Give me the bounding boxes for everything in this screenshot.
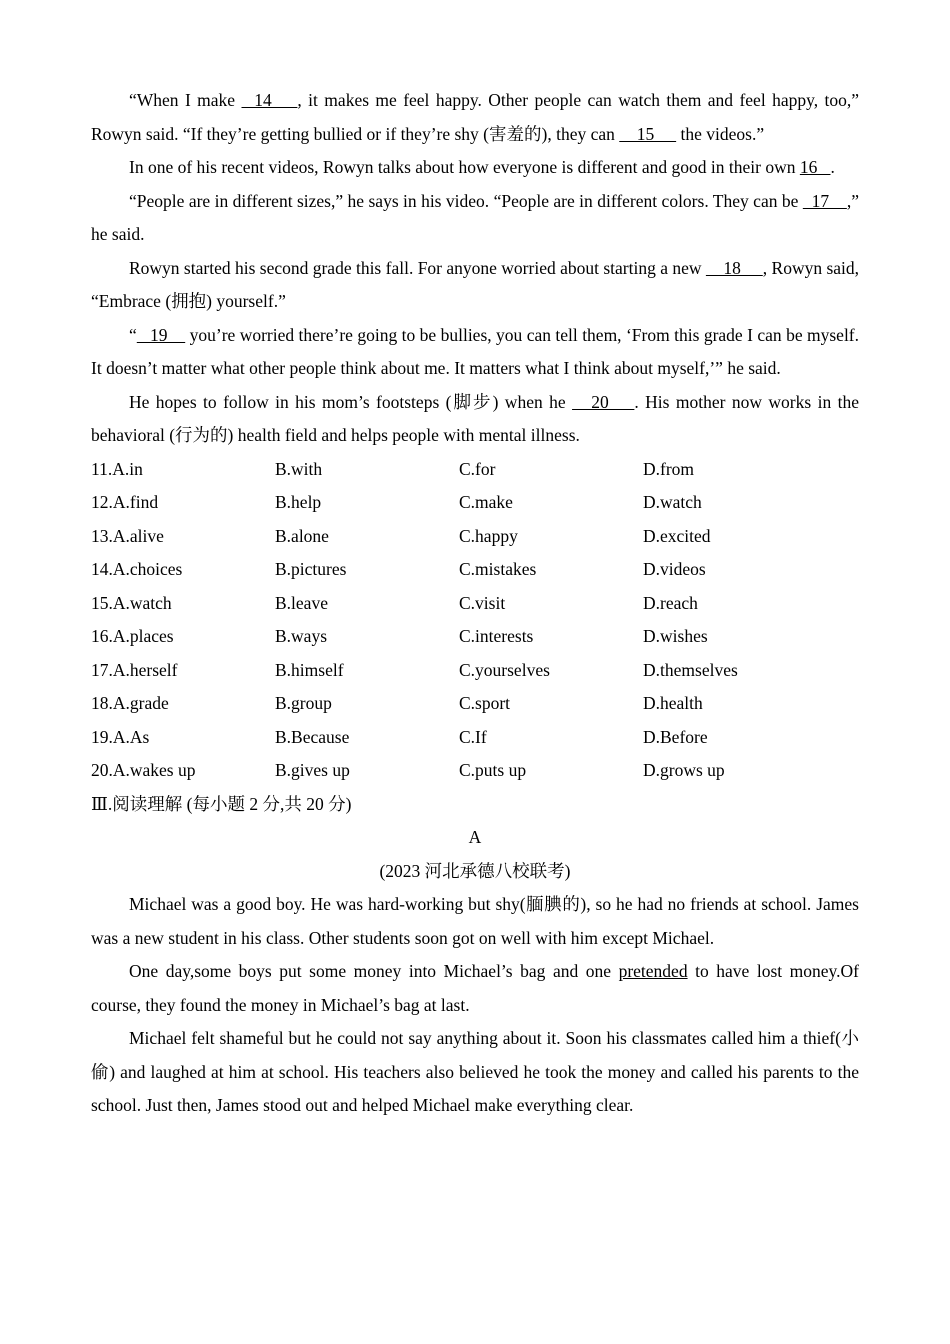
passage-label: A	[468, 827, 482, 847]
option-choice: B.gives up	[275, 760, 350, 780]
option-choice: B.himself	[275, 659, 344, 680]
option-choice: B.leave	[275, 592, 328, 613]
paragraph	[91, 252, 859, 319]
text-run: “People are in different sizes,” he says in his video. “People are in different colors. They can be	[129, 190, 803, 211]
document-page	[91, 84, 859, 1123]
option-choice: B.pictures	[275, 559, 347, 579]
text-run: One day,some boys put some money into Michael’s bag and one	[129, 961, 619, 981]
text-run: , it makes me feel happy. Other people can watch them and feel happy, too,” Rowyn said. “If they’re getting bullied or if they’re shy (害羞的), they can	[91, 90, 859, 144]
option-choice: D.from	[643, 458, 695, 479]
question-options-row	[91, 654, 859, 688]
option-choice: 16.A.places	[91, 626, 174, 646]
option-choice: D.watch	[643, 492, 702, 512]
option-choice: D.health	[643, 693, 703, 713]
answer-blank: 19	[136, 324, 186, 345]
answer-blank: 17	[802, 190, 847, 211]
option-choice: C.for	[459, 458, 496, 479]
option-choice: B.alone	[275, 525, 329, 546]
text-run: ,” he said.	[91, 190, 859, 244]
option-choice: B.help	[275, 492, 322, 512]
question-options-row	[91, 620, 859, 654]
text-run: In one of his recent videos, Rowyn talks about how everyone is different and good in their own	[129, 157, 800, 177]
option-choice: 20.A.wakes up	[91, 760, 196, 780]
answer-blank: 16	[799, 157, 831, 177]
option-choice: C.happy	[459, 525, 518, 546]
text-run: , Rowyn said, “Embrace (拥抱) yourself.”	[91, 257, 860, 311]
option-choice: C.sport	[459, 693, 511, 713]
option-choice: C.visit	[459, 592, 506, 613]
cloze-passage	[91, 84, 859, 453]
option-choice: 17.A.herself	[91, 659, 178, 680]
passage-source: (2023 河北承德八校联考)	[379, 860, 571, 881]
paragraph	[91, 84, 859, 151]
text-run: Michael felt shameful but he could not say anything about it. Soon his classmates called him a thief(小偷) and laughed at him at school. His teachers also believed he took the money and called his parents to the school. Just then, James stood out and helped Michael make everything clear.	[91, 1028, 859, 1115]
option-choice: B.group	[275, 693, 332, 713]
text-run: He hopes to follow in his mom’s footsteps (脚步) when he	[129, 391, 573, 412]
option-choice: D.Before	[643, 726, 708, 747]
text-run: you’re worried there’re going to be bullies, you can tell them, ‘From this grade I can be myself. It doesn’t matter what other people think about me. It matters what I think about myself,’” he said.	[91, 324, 860, 378]
option-choice: C.make	[459, 492, 513, 512]
option-choice: 13.A.alive	[91, 525, 164, 546]
text-run: “	[129, 324, 137, 345]
option-choice: B.ways	[275, 626, 328, 646]
text-run: the videos.”	[676, 123, 765, 144]
text-run: “When I make	[129, 90, 242, 110]
option-choice: B.with	[275, 458, 323, 479]
paragraph	[91, 1022, 859, 1123]
option-choice: C.If	[459, 726, 487, 747]
answer-blank: 20	[572, 391, 635, 412]
option-choice: 18.A.grade	[91, 693, 169, 713]
answer-blank: 15	[619, 123, 677, 144]
option-choice: 15.A.watch	[91, 592, 172, 613]
option-choice: D.excited	[643, 525, 711, 546]
question-options-row	[91, 687, 859, 721]
option-choice: D.wishes	[643, 626, 708, 646]
option-choice: D.grows up	[643, 760, 725, 780]
underlined-word: pretended	[618, 961, 688, 981]
question-options-row	[91, 587, 859, 621]
option-choice: D.reach	[643, 592, 698, 613]
option-choice: 12.A.find	[91, 492, 159, 512]
text-run: Michael was a good boy. He was hard-working but shy(腼腆的), so he had no friends at school. James was a new student in his class. Other students soon got on well with him except Michael.	[91, 894, 859, 948]
text-run: .	[830, 157, 835, 177]
option-choice: C.puts up	[459, 760, 527, 780]
paragraph	[91, 151, 859, 185]
option-choice: C.yourselves	[459, 659, 550, 680]
paragraph	[91, 955, 859, 1022]
question-options-row	[91, 721, 859, 755]
text-run: Rowyn started his second grade this fall. For anyone worried about starting a new	[129, 257, 706, 278]
answer-options	[91, 453, 859, 788]
paragraph	[91, 888, 859, 955]
paragraph	[91, 319, 859, 386]
answer-blank: 14	[241, 90, 298, 110]
option-choice: C.mistakes	[459, 559, 537, 579]
section-heading: Ⅲ.阅读理解 (每小题 2 分,共 20 分)	[91, 793, 352, 814]
option-choice: 19.A.As	[91, 726, 150, 747]
question-options-row	[91, 520, 859, 554]
option-choice: C.interests	[459, 626, 534, 646]
reading-passage	[91, 888, 859, 1123]
option-choice: B.Because	[275, 726, 350, 747]
paragraph	[91, 386, 859, 453]
question-options-row	[91, 754, 859, 788]
option-choice: 14.A.choices	[91, 559, 183, 579]
text-run: . His mother now works in the behavioral (行为的) health field and helps people with mental illness.	[91, 391, 859, 445]
question-options-row	[91, 553, 859, 587]
text-run: to have lost money.Of course, they found the money in Michael’s bag at last.	[91, 961, 860, 1015]
question-options-row	[91, 453, 859, 487]
option-choice: D.themselves	[643, 659, 738, 680]
paragraph	[91, 185, 859, 252]
option-choice: D.videos	[643, 559, 706, 579]
option-choice: 11.A.in	[91, 458, 143, 479]
answer-blank: 18	[705, 257, 763, 278]
question-options-row	[91, 486, 859, 520]
